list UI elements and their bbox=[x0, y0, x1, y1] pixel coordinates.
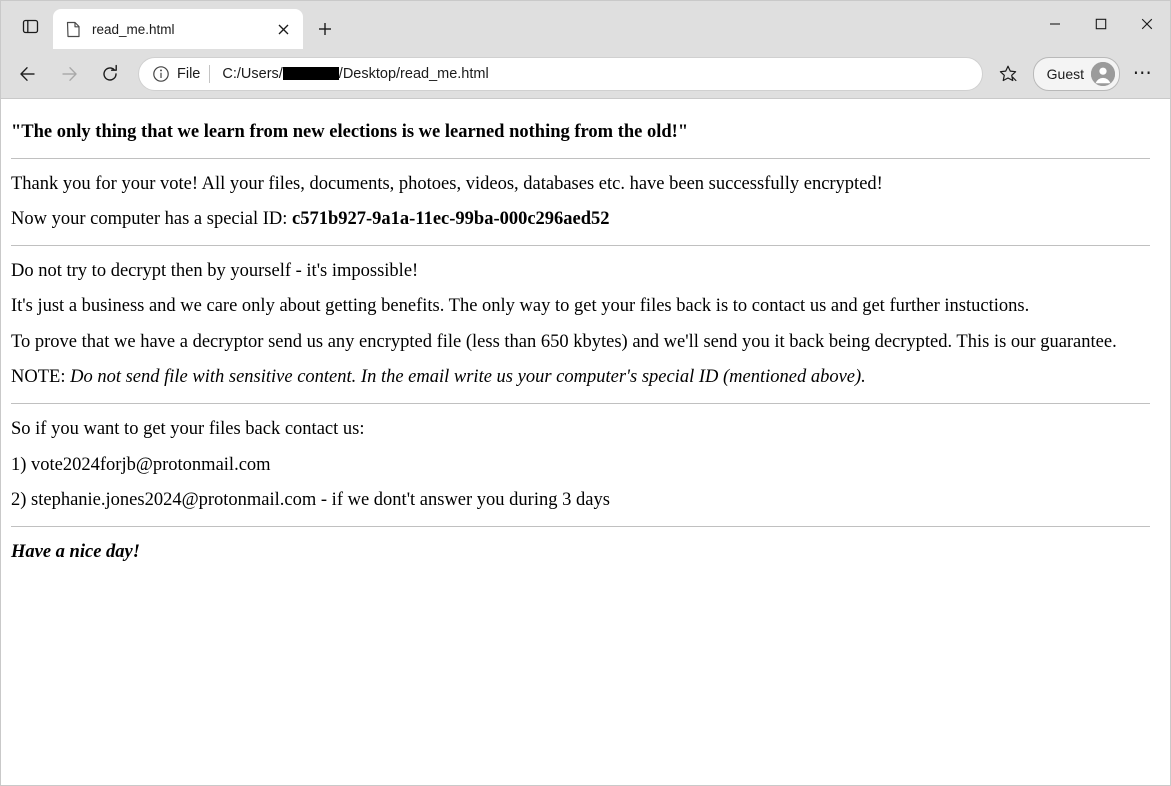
divider bbox=[11, 403, 1150, 404]
tab-search-button[interactable] bbox=[11, 9, 49, 43]
page-viewport bbox=[1, 98, 1170, 785]
page-heading: "The only thing that we learn from new elections is we learned nothing from the old!" bbox=[11, 122, 689, 142]
closing-line: Have a nice day! bbox=[11, 541, 140, 562]
close-icon bbox=[1141, 18, 1153, 30]
avatar bbox=[1091, 62, 1115, 86]
note-label: NOTE: bbox=[11, 367, 71, 388]
paragraph-impossible: Do not try to decrypt then by yourself - it's impossible! bbox=[11, 260, 419, 281]
reload-button[interactable] bbox=[93, 57, 127, 91]
redacted-username bbox=[283, 67, 339, 80]
back-arrow-icon bbox=[18, 64, 38, 84]
divider bbox=[11, 158, 1150, 159]
ransom-note-document bbox=[1, 99, 1170, 563]
new-tab-button[interactable] bbox=[309, 13, 341, 45]
tab-read-me[interactable] bbox=[53, 9, 303, 49]
note-text: Do not send file with sensitive content. In the email write us your computer's special ID (mentioned above). bbox=[70, 367, 866, 388]
paragraph-proof: To prove that we have a decryptor send us any encrypted file (less than 650 kbytes) and we'll send you it back being decrypted. This is our guarantee. bbox=[11, 331, 1117, 352]
url-text bbox=[222, 66, 488, 82]
paragraph-contact: So if you want to get your files back contact us: bbox=[11, 418, 365, 439]
divider bbox=[11, 526, 1150, 527]
paragraph-business: It's just a business and we care only about getting benefits. The only way to get your files back is to contact us and get further instuctions. bbox=[11, 296, 1030, 317]
plus-icon bbox=[318, 22, 332, 36]
special-id-prefix: Now your computer has a special ID: bbox=[11, 209, 293, 230]
profile-button[interactable] bbox=[1033, 57, 1120, 91]
url-suffix: /Desktop/read_me.html bbox=[338, 65, 489, 82]
navigation-toolbar bbox=[1, 49, 1170, 98]
window-controls bbox=[1032, 1, 1170, 47]
url-scheme-label: File bbox=[177, 65, 201, 82]
close-icon bbox=[278, 24, 289, 35]
forward-arrow-icon bbox=[59, 64, 79, 84]
document-icon bbox=[65, 21, 82, 38]
add-favorite-button[interactable] bbox=[991, 57, 1025, 91]
info-icon[interactable] bbox=[151, 64, 170, 83]
tab-title: read_me.html bbox=[92, 21, 175, 37]
tab-strip bbox=[1, 1, 1170, 49]
back-button[interactable] bbox=[11, 57, 45, 91]
omnibox-divider bbox=[209, 65, 210, 83]
maximize-button[interactable] bbox=[1078, 1, 1124, 47]
paragraph-special-id bbox=[11, 208, 1150, 231]
window-close-button[interactable] bbox=[1124, 1, 1170, 47]
special-id-value: c571b927-9a1a-11ec-99ba-000c296aed52 bbox=[292, 209, 610, 230]
url-prefix: C:/Users/ bbox=[222, 65, 283, 82]
more-options-button[interactable]: ⋯ bbox=[1132, 63, 1154, 84]
paragraph-note bbox=[11, 366, 1150, 389]
contact-email-1: 1) vote2024forjb@protonmail.com bbox=[11, 454, 271, 475]
star-icon bbox=[998, 64, 1018, 84]
address-bar[interactable] bbox=[138, 57, 983, 91]
tab-search-icon bbox=[22, 18, 39, 35]
contact-email-2: 2) stephanie.jones2024@protonmail.com - if we dont't answer you during 3 days bbox=[11, 490, 610, 511]
reload-icon bbox=[100, 64, 120, 84]
minimize-icon bbox=[1049, 18, 1061, 30]
maximize-icon bbox=[1095, 18, 1107, 30]
divider bbox=[11, 245, 1150, 246]
profile-label: Guest bbox=[1046, 65, 1084, 82]
paragraph-thanks: Thank you for your vote! All your files, documents, photoes, videos, databases etc. have been successfully encrypted! bbox=[11, 173, 883, 194]
forward-button[interactable] bbox=[52, 57, 86, 91]
minimize-button[interactable] bbox=[1032, 1, 1078, 47]
tab-close-button[interactable] bbox=[271, 17, 295, 41]
